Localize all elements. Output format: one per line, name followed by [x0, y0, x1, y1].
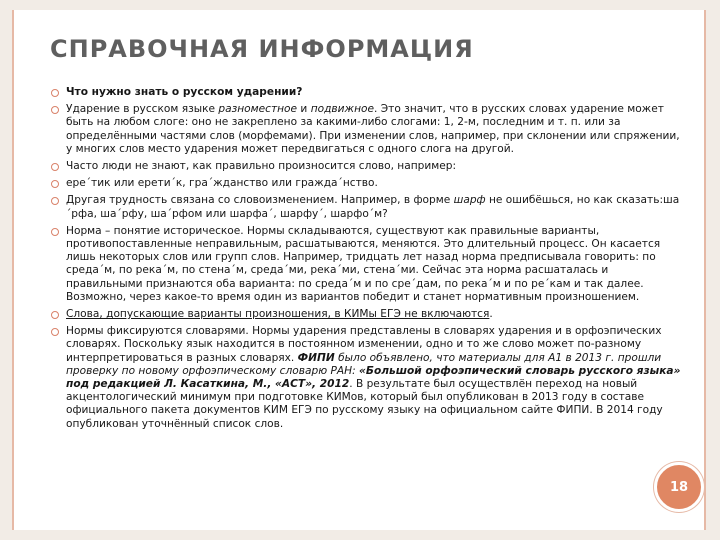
text: ере´тик или ерети´к, гра´жданство или гражда´нство. [66, 177, 378, 190]
bullet-item [50, 160, 682, 173]
bold-italic-text: «Большой орфоэпический словарь русского языка» под редакцией Л. Касаткина, М., «АСТ», 2012 [66, 364, 681, 391]
text: . Это значит, что в русских словах ударение может быть на любом слоге: оно не закреплено за какими-либо слогами: 1, 2-м, последним и т. п. или за определёнными частями слов (морфемами). При изменении слов, например, при склонении или спряжении, у многих слов место ударения может передвигаться с одного слога на другой. [66, 103, 680, 155]
text: не ошибёшься, но как сказать:ша´рфа, ша´рфу, ша´рфом или шарфа´, шарфу´, шарфо´м? [66, 194, 680, 220]
bullet-item [50, 308, 682, 321]
italic-text: было объявлено, что материалы для А1 в 2013 г. прошли проверку по новому орфоэпическому словарю РАН: [66, 351, 662, 377]
text: Другая трудность связана со словоизменением. Например, в форме [66, 194, 454, 207]
italic-term: шарф [453, 194, 486, 207]
bullet-item [50, 325, 682, 431]
bold-italic-text: ФИПИ [297, 351, 335, 364]
page-number-badge: 18 [654, 462, 704, 512]
bullet-heading: Что нужно знать о русском ударении? [66, 86, 303, 98]
text: Ударение в русском языке [66, 103, 219, 116]
text: . [489, 308, 493, 321]
underlined-note: Слова, допускающие варианты произношения, в КИМы ЕГЭ не включаются [66, 308, 490, 321]
bullet-item [50, 225, 682, 304]
slide-title: СПРАВОЧНАЯ ИНФОРМАЦИЯ [50, 35, 474, 63]
bullet-item [50, 86, 682, 99]
slide [12, 10, 706, 530]
italic-term: подвижное [310, 103, 375, 116]
text: . В результате был осуществлён переход на новый акцентологический минимум при подготовке КИМов, который был опубликован в 2013 году в составе официального пакета документов КИМ ЕГЭ по русскому языку на официальном сайте ФИПИ. В 2014 году опубликован уточнённый список слов. [66, 378, 663, 430]
bullet-list [50, 86, 682, 435]
bullet-item [50, 103, 682, 156]
text: Часто люди не знают, как правильно произносится слово, например: [66, 160, 457, 173]
bullet-item [50, 177, 682, 190]
italic-term: разноместное [218, 103, 298, 116]
text: Нормы фиксируются словарями. Нормы ударения представлены в словарях ударения и в орфоэпических словарях. Поскольку язык находится в постоянном изменении, одно и то же слово может по-разному интерпретироваться в разных словарях. [66, 325, 662, 364]
bullet-item [50, 194, 682, 220]
text: Норма – понятие историческое. Нормы складываются, существуют как правильные варианты, противопоставленные неправильным, расшатываются, меняются. Это длительный процесс. Он касается лишь некоторых слов или групп слов. Например, тридцать лет назад норма предписывала говорить: по среда´м, по река´м, по стена´м, среда´ми, река´ми, стена´ми. Сейчас эта норма расшаталась и правильными признаются оба варианта: по среда´м и по сре´дам, по река´м и по ре´кам и так далее. Возможно, через какое-то время один из вариантов победит и станет нормативным произношением. [66, 224, 661, 303]
text: и [297, 103, 311, 116]
